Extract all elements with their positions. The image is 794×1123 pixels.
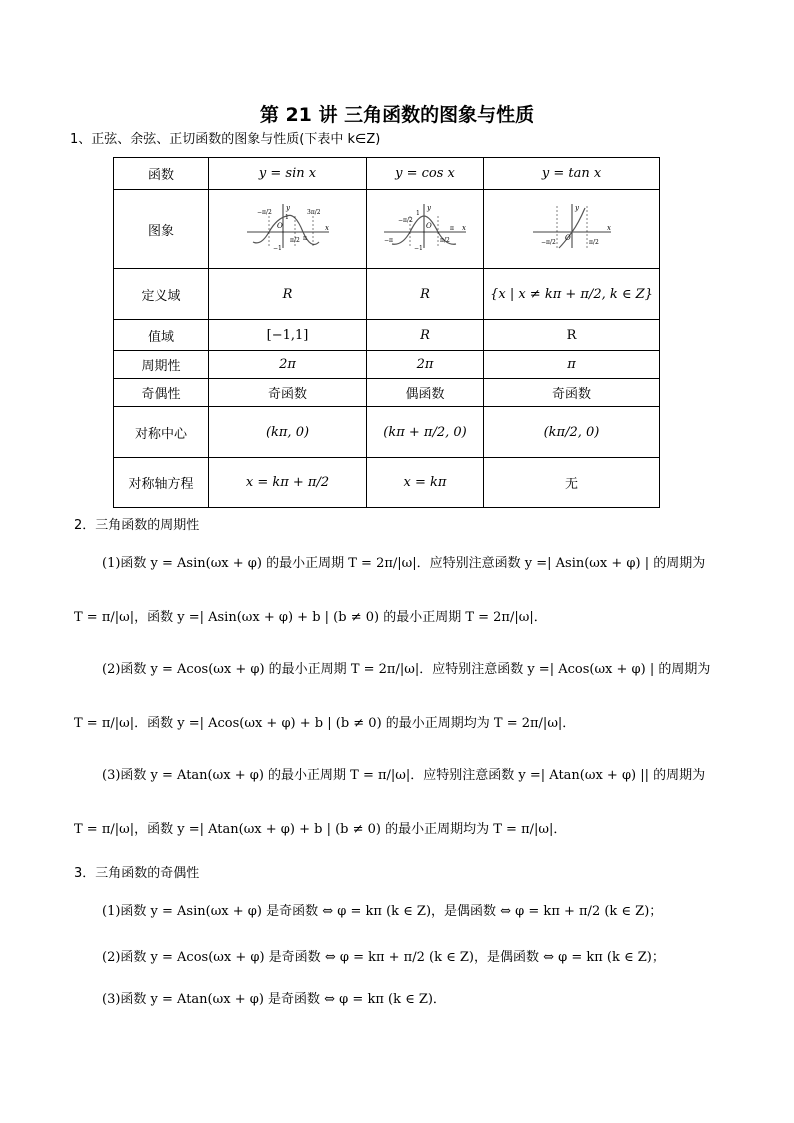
table-cell: 2π	[209, 351, 367, 379]
tick-label: π/2	[440, 237, 450, 244]
table-row	[114, 320, 660, 351]
tick-label: 3π/2	[306, 209, 321, 216]
table-cell: (kπ + π/2, 0)	[367, 407, 484, 458]
parity-line-2: (2)函数 y = Acos(ωx + φ) 是奇函数 ⇔ φ = kπ + π/2 (k ∈ Z)，是偶函数 ⇔ φ = kπ (k ∈ Z)；	[102, 950, 665, 965]
header-cell: y = sin x	[209, 158, 367, 190]
row-label: 图象	[114, 190, 209, 269]
table-cell: (kπ, 0)	[209, 407, 367, 458]
axis-label: x	[606, 224, 611, 232]
sin-graph-cell	[209, 190, 367, 269]
parity-line-3: (3)函数 y = Atan(ωx + φ) 是奇函数 ⇔ φ = kπ (k ∈ Z)．	[102, 992, 446, 1007]
table-row	[114, 379, 660, 407]
tan-graph-cell	[484, 190, 660, 269]
table-cell: π	[484, 351, 660, 379]
table-header-row	[114, 158, 660, 190]
tick-label: π	[450, 225, 454, 232]
table-cell: x = kπ	[367, 458, 484, 508]
axis-label: y	[574, 204, 579, 212]
table-cell: R	[484, 320, 660, 351]
table-row	[114, 351, 660, 379]
table-cell: {x | x ≠ kπ + π/2, k ∈ Z}	[484, 269, 660, 320]
axis-label: x	[324, 224, 329, 232]
table-cell: 无	[484, 458, 660, 508]
table-cell: (kπ/2, 0)	[484, 407, 660, 458]
trig-properties-table	[113, 157, 660, 508]
period-line-2a: (2)函数 y = Acos(ωx + φ) 的最小正周期 T = 2π/|ω|．应特别注意函数 y =| Acos(ωx + φ) | 的周期为	[102, 662, 711, 677]
tick-label: −π	[384, 237, 393, 244]
section-heading-2: 2．三角函数的周期性	[74, 518, 200, 533]
cos-graph-cell	[367, 190, 484, 269]
row-label: 定义域	[114, 269, 209, 320]
axis-label: y	[285, 204, 290, 212]
row-label: 奇偶性	[114, 379, 209, 407]
table-cell: R	[367, 269, 484, 320]
row-label: 对称中心	[114, 407, 209, 458]
table-cell: x = kπ + π/2	[209, 458, 367, 508]
section-heading-3: 3．三角函数的奇偶性	[74, 866, 200, 881]
tan-graph	[527, 202, 617, 252]
table-cell: [−1,1]	[209, 320, 367, 351]
parity-line-1: (1)函数 y = Asin(ωx + φ) 是奇函数 ⇔ φ = kπ (k ∈ Z)，是偶函数 ⇔ φ = kπ + π/2 (k ∈ Z)；	[102, 904, 663, 919]
row-label: 对称轴方程	[114, 458, 209, 508]
table-cell: 奇函数	[484, 379, 660, 407]
table-cell: 奇函数	[209, 379, 367, 407]
table-row	[114, 458, 660, 508]
tick-label: π/2	[588, 239, 599, 246]
tick-label: −1	[272, 245, 282, 252]
origin-label: O	[564, 234, 571, 242]
sin-graph	[243, 202, 333, 252]
tick-label: π/2	[289, 237, 300, 244]
header-cell: y = cos x	[367, 158, 484, 190]
page-title: 第 21 讲 三角函数的图象与性质	[259, 104, 535, 126]
period-line-3b: T = π/|ω|，函数 y =| Atan(ωx + φ) + b | (b ≠ 0) 的最小正周期均为 T = π/|ω|．	[74, 822, 567, 837]
table-cell: R	[367, 320, 484, 351]
tick-label: −π/2	[398, 217, 413, 224]
tick-label: 1	[284, 214, 289, 221]
table-cell: R	[209, 269, 367, 320]
axis-label: x	[462, 224, 466, 232]
period-line-1a: (1)函数 y = Asin(ωx + φ) 的最小正周期 T = 2π/|ω|．应特别注意函数 y =| Asin(ωx + φ) | 的周期为	[102, 556, 706, 571]
row-label: 值域	[114, 320, 209, 351]
table-row	[114, 269, 660, 320]
table-cell: 2π	[367, 351, 484, 379]
period-line-2b: T = π/|ω|．函数 y =| Acos(ωx + φ) + b | (b ≠ 0) 的最小正周期均为 T = 2π/|ω|．	[74, 716, 576, 731]
origin-label: O	[426, 222, 432, 230]
tick-label: 1	[416, 210, 420, 217]
header-cell: y = tan x	[484, 158, 660, 190]
tick-label: −π/2	[256, 209, 272, 216]
table-row-graphs	[114, 190, 660, 269]
row-label: 周期性	[114, 351, 209, 379]
axis-label: y	[427, 204, 431, 212]
tick-label: −1	[414, 245, 423, 252]
table-cell: 偶函数	[367, 379, 484, 407]
cos-graph	[380, 202, 470, 252]
tick-label: −π/2	[540, 239, 556, 246]
origin-label: O	[276, 222, 283, 230]
period-line-3a: (3)函数 y = Atan(ωx + φ) 的最小正周期 T = π/|ω|．应特别注意函数 y =| Atan(ωx + φ) || 的周期为	[102, 768, 706, 783]
tick-label: π	[302, 235, 307, 242]
period-line-1b: T = π/|ω|，函数 y =| Asin(ωx + φ) + b | (b ≠ 0) 的最小正周期 T = 2π/|ω|．	[74, 610, 547, 625]
table-row	[114, 407, 660, 458]
header-cell: 函数	[114, 158, 209, 190]
section-heading-1: 1、正弦、余弦、正切函数的图象与性质(下表中 k∈Z)	[70, 132, 381, 147]
